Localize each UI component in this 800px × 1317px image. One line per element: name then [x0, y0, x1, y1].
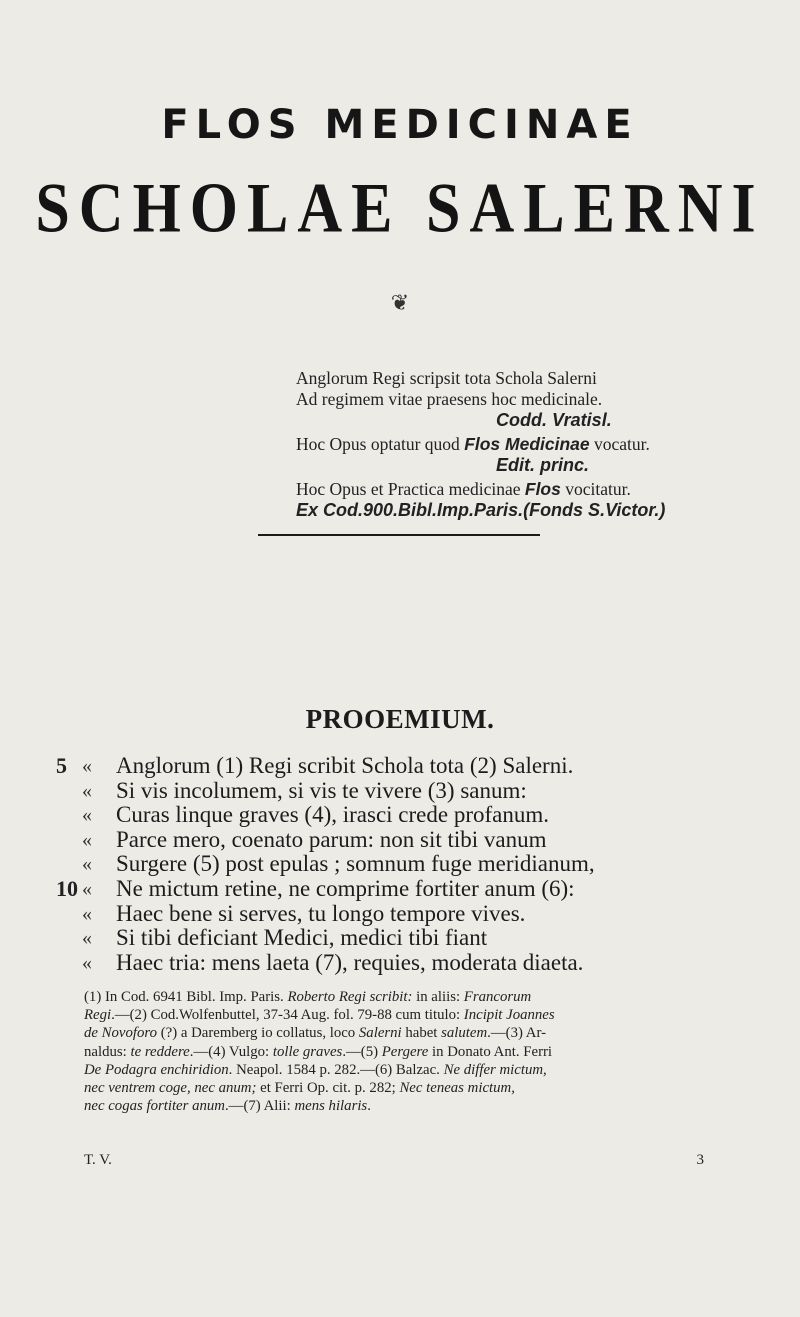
verse-text: Surgere (5) post epulas ; somnum fuge meridianum, [116, 851, 595, 877]
ornament-icon: ❦ [390, 290, 410, 315]
guillemet-icon: « [82, 853, 92, 876]
guillemet-icon: « [82, 927, 92, 950]
footnote-text: .—(4) Vulgo: [189, 1043, 273, 1060]
line-number: 5 [56, 753, 67, 778]
verse-line [82, 852, 782, 877]
verse-text: Parce mero, coenato parum: non sit tibi vanum [116, 826, 547, 852]
motto-text: Hoc Opus optatur quod [296, 434, 465, 454]
motto-text: Hoc Opus et Practica medicinae [296, 479, 525, 499]
verse-list [56, 753, 782, 975]
verse-line [82, 779, 782, 804]
motto-source: Edit. princ. [496, 455, 590, 475]
footnote-italic: Salerni [358, 1025, 402, 1042]
footnote-text: (1) In Cod. 6941 Bibl. Imp. Paris. [84, 989, 288, 1005]
motto-line: Anglorum Regi scripsit tota Schola Salerni [296, 368, 597, 388]
footnote-italic: Ne differ mictum, [443, 1061, 547, 1078]
verse-line [82, 926, 782, 951]
verse-text: Anglorum (1) Regi scribit Schola tota (2) Salerni. [116, 753, 574, 778]
guillemet-icon: « [82, 902, 92, 925]
line-number: 10 [56, 875, 78, 901]
guillemet-icon: « [82, 755, 92, 777]
motto-text: vocatur. [589, 434, 650, 454]
horizontal-rule [258, 534, 540, 536]
verse-text: Haec tria: mens laeta (7), requies, moderata diaeta. [116, 949, 584, 975]
guillemet-icon: « [82, 951, 92, 974]
footnote-text: et Ferri Op. cit. p. 282; [256, 1080, 400, 1097]
motto-emphasis: Flos [524, 479, 561, 499]
verse-text: Ne mictum retine, ne comprime fortiter anum (6): [116, 875, 575, 901]
motto-emphasis: Flos Medicinae [464, 434, 590, 454]
footnote-text: .—(7) Alii: [224, 1098, 295, 1115]
footnote-italic: te reddere [130, 1043, 190, 1060]
footnote-text: .—(3) Ar- [487, 1025, 547, 1042]
footnote-line [84, 1024, 774, 1042]
footnote-line [84, 1097, 774, 1115]
motto-block-2 [296, 434, 766, 476]
motto-line: Ad regimem vitae praesens hoc medicinale. [296, 389, 603, 409]
page-number: 3 [696, 1152, 704, 1168]
footnote-line [84, 1079, 774, 1097]
title-scholae-salerni: SCHOLAE SALERNI [35, 169, 765, 248]
footnote-italic: Incipit Joannes [463, 1007, 555, 1024]
footnote-text: .—(5) [342, 1043, 382, 1060]
verse-line [56, 875, 782, 902]
footnote-italic: Nec teneas mictum, [399, 1080, 515, 1097]
page-footer [84, 1152, 704, 1169]
footnote-italic: mens hilaris [294, 1098, 368, 1115]
footnote-italic: nec cogas fortiter anum [84, 1098, 225, 1115]
guillemet-icon: « [82, 804, 92, 827]
verse-line [82, 902, 782, 927]
footnote-italic: nec ventrem coge, nec anum; [84, 1080, 257, 1097]
motto-source: Ex Cod.900.Bibl.Imp.Paris.(Fonds S.Victor.) [296, 500, 666, 520]
footnote-italic: salutem [441, 1025, 488, 1042]
motto-source: Codd. Vratisl. [496, 410, 612, 430]
verse-line [82, 828, 782, 853]
footnote-italic: Pergere [381, 1043, 429, 1060]
signature-mark: T. V. [84, 1152, 112, 1168]
footnote-text: .—(2) Cod.Wolfenbuttel, 37-34 Aug. fol. 79-88 cum titulo: [111, 1007, 464, 1024]
verse-text: Si vis incolumem, si vis te vivere (3) sanum: [116, 777, 527, 803]
guillemet-icon: « [82, 877, 92, 900]
footnote-text: in aliis: [412, 989, 464, 1005]
footnote-text: habet [401, 1025, 442, 1042]
footnote-italic: Roberto Regi scribit: [287, 989, 413, 1005]
motto-text: vocitatur. [560, 479, 631, 499]
verse-line [56, 753, 782, 779]
footnote-line [84, 1043, 774, 1061]
title-flos-medicinae: FLOS MEDICINAE [161, 102, 639, 148]
verse-text: Curas linque graves (4), irasci crede profanum. [116, 802, 550, 828]
footnote-line [84, 988, 774, 1006]
footnote-text: (?) a Daremberg io collatus, loco [157, 1025, 359, 1042]
footnote-italic: tolle graves [272, 1043, 343, 1060]
footnote-italic: Regi [84, 1007, 112, 1024]
footnote-line [84, 1006, 774, 1024]
verse-text: Si tibi deficiant Medici, medici tibi fiant [116, 925, 488, 951]
section-heading: PROOEMIUM. [305, 704, 495, 734]
guillemet-icon: « [82, 828, 92, 851]
footnote-text: . [367, 1098, 371, 1115]
motto-block-1 [296, 368, 766, 431]
footnote-text: naldus: [84, 1043, 131, 1060]
footnote-italic: de Novoforo [84, 1025, 158, 1042]
footnotes [84, 988, 774, 1115]
footnote-line [84, 1061, 774, 1079]
guillemet-icon: « [82, 779, 92, 802]
footnote-text: in Donato Ant. Ferri [428, 1043, 553, 1060]
footnote-text: . Neapol. 1584 p. 282.—(6) Balzac. [228, 1061, 444, 1078]
verse-text: Haec bene si serves, tu longo tempore vives. [116, 900, 526, 926]
motto-block-3 [296, 479, 766, 521]
verse-line [82, 803, 782, 828]
footnote-italic: De Podagra enchiridion [84, 1061, 229, 1078]
verse-line [82, 951, 782, 976]
footnote-italic: Francorum [463, 989, 532, 1005]
